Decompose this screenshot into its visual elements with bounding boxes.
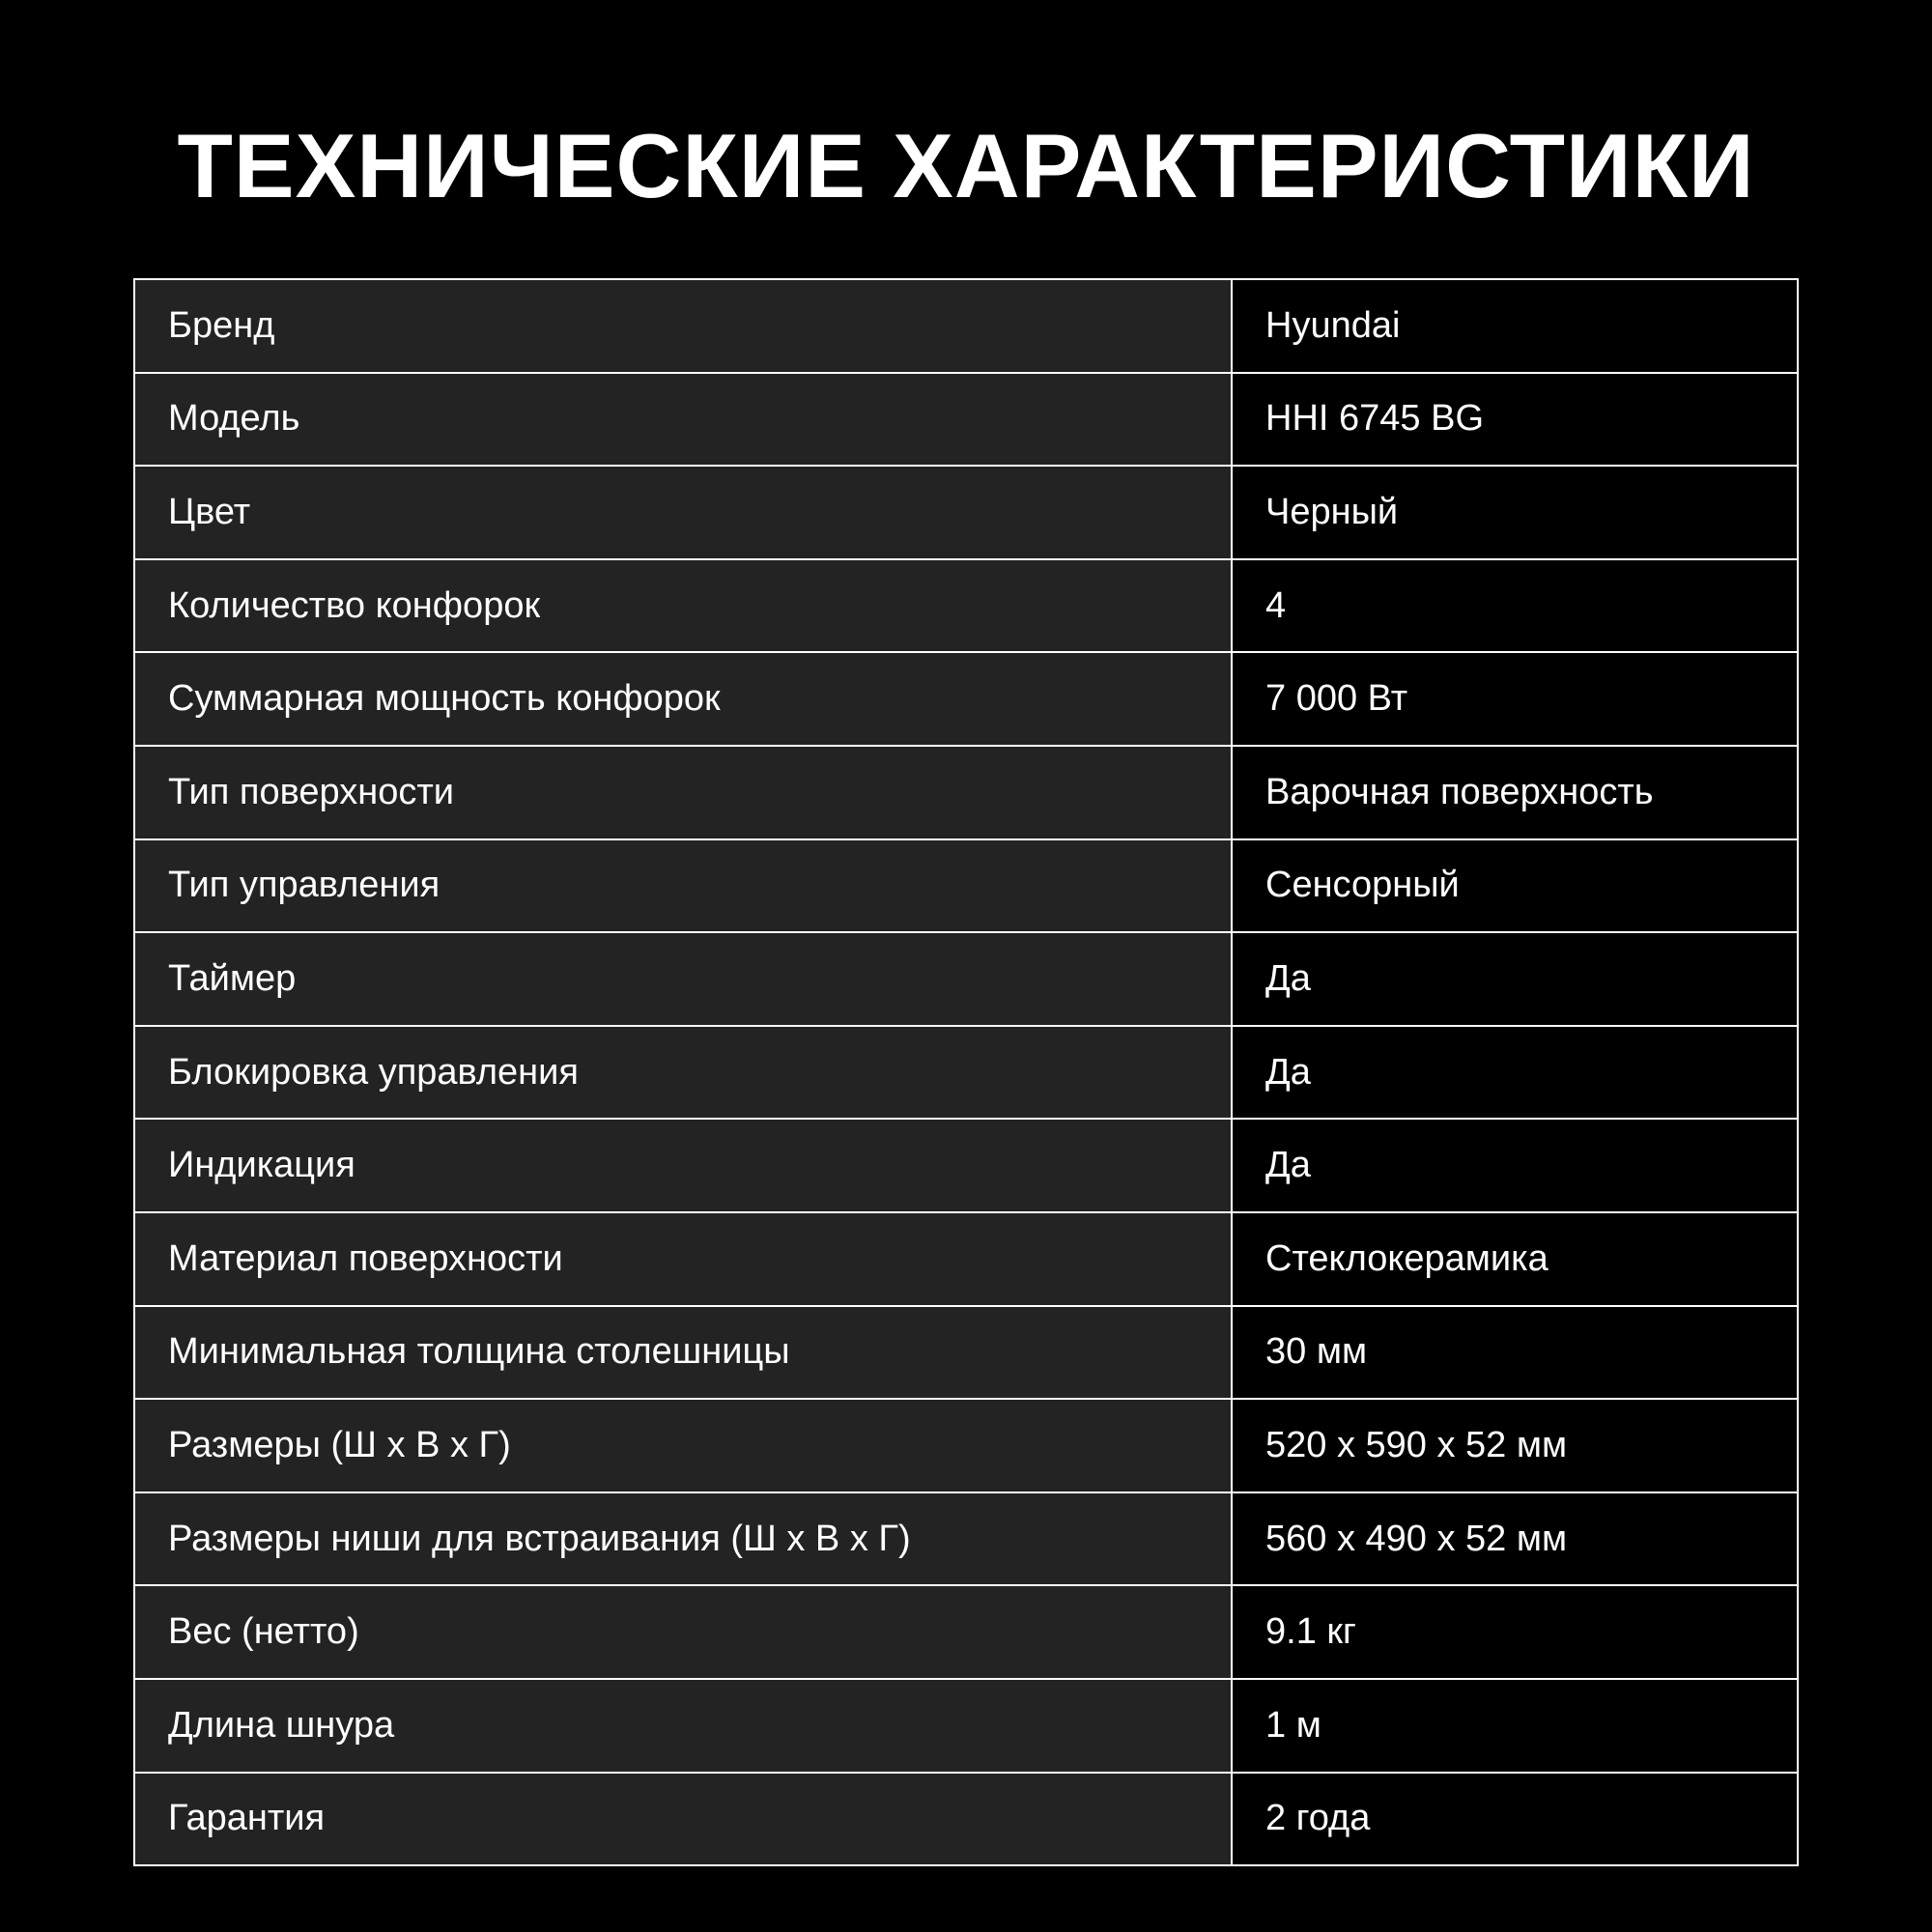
table-row <box>134 1119 1798 1212</box>
spec-label-niche-dimensions: Размеры ниши для встраивания (Ш х В х Г) <box>134 1492 1232 1586</box>
spec-label-warranty: Гарантия <box>134 1773 1232 1866</box>
spec-value-timer: Да <box>1232 932 1798 1026</box>
spec-value-dimensions: 520 х 590 х 52 мм <box>1232 1399 1798 1492</box>
spec-label-indication: Индикация <box>134 1119 1232 1212</box>
table-row <box>134 932 1798 1026</box>
spec-value-model: HHI 6745 BG <box>1232 373 1798 467</box>
table-row <box>134 1679 1798 1773</box>
table-row <box>134 746 1798 839</box>
table-row <box>134 559 1798 653</box>
spec-value-cord-length: 1 м <box>1232 1679 1798 1773</box>
table-row <box>134 1585 1798 1679</box>
spec-label-surface-type: Тип поверхности <box>134 746 1232 839</box>
spec-value-surface-type: Варочная поверхность <box>1232 746 1798 839</box>
table-row <box>134 466 1798 559</box>
spec-label-min-countertop-thickness: Минимальная толщина столешницы <box>134 1306 1232 1400</box>
table-row <box>134 839 1798 933</box>
spec-label-burner-count: Количество конфорок <box>134 559 1232 653</box>
spec-value-control-type: Сенсорный <box>1232 839 1798 933</box>
table-row <box>134 1212 1798 1306</box>
spec-value-burner-count: 4 <box>1232 559 1798 653</box>
spec-label-timer: Таймер <box>134 932 1232 1026</box>
spec-value-color: Черный <box>1232 466 1798 559</box>
spec-label-dimensions: Размеры (Ш х В х Г) <box>134 1399 1232 1492</box>
table-row <box>134 1773 1798 1866</box>
spec-value-warranty: 2 года <box>1232 1773 1798 1866</box>
spec-label-brand: Бренд <box>134 279 1232 373</box>
spec-label-model: Модель <box>134 373 1232 467</box>
spec-label-total-power: Суммарная мощность конфорок <box>134 652 1232 746</box>
table-row <box>134 1492 1798 1586</box>
spec-value-brand: Hyundai <box>1232 279 1798 373</box>
spec-label-surface-material: Материал поверхности <box>134 1212 1232 1306</box>
table-row <box>134 652 1798 746</box>
specifications-table <box>133 278 1799 1866</box>
spec-value-min-countertop-thickness: 30 мм <box>1232 1306 1798 1400</box>
table-row <box>134 1306 1798 1400</box>
table-row <box>134 1399 1798 1492</box>
spec-value-control-lock: Да <box>1232 1026 1798 1120</box>
spec-value-surface-material: Стеклокерамика <box>1232 1212 1798 1306</box>
table-row <box>134 373 1798 467</box>
spec-label-control-type: Тип управления <box>134 839 1232 933</box>
spec-value-total-power: 7 000 Вт <box>1232 652 1798 746</box>
table-row <box>134 1026 1798 1120</box>
spec-label-control-lock: Блокировка управления <box>134 1026 1232 1120</box>
spec-label-net-weight: Вес (нетто) <box>134 1585 1232 1679</box>
spec-label-color: Цвет <box>134 466 1232 559</box>
spec-value-niche-dimensions: 560 х 490 х 52 мм <box>1232 1492 1798 1586</box>
spec-label-cord-length: Длина шнура <box>134 1679 1232 1773</box>
table-row <box>134 279 1798 373</box>
spec-value-indication: Да <box>1232 1119 1798 1212</box>
spec-value-net-weight: 9.1 кг <box>1232 1585 1798 1679</box>
page-title: ТЕХНИЧЕСКИЕ ХАРАКТЕРИСТИКИ <box>177 115 1755 216</box>
